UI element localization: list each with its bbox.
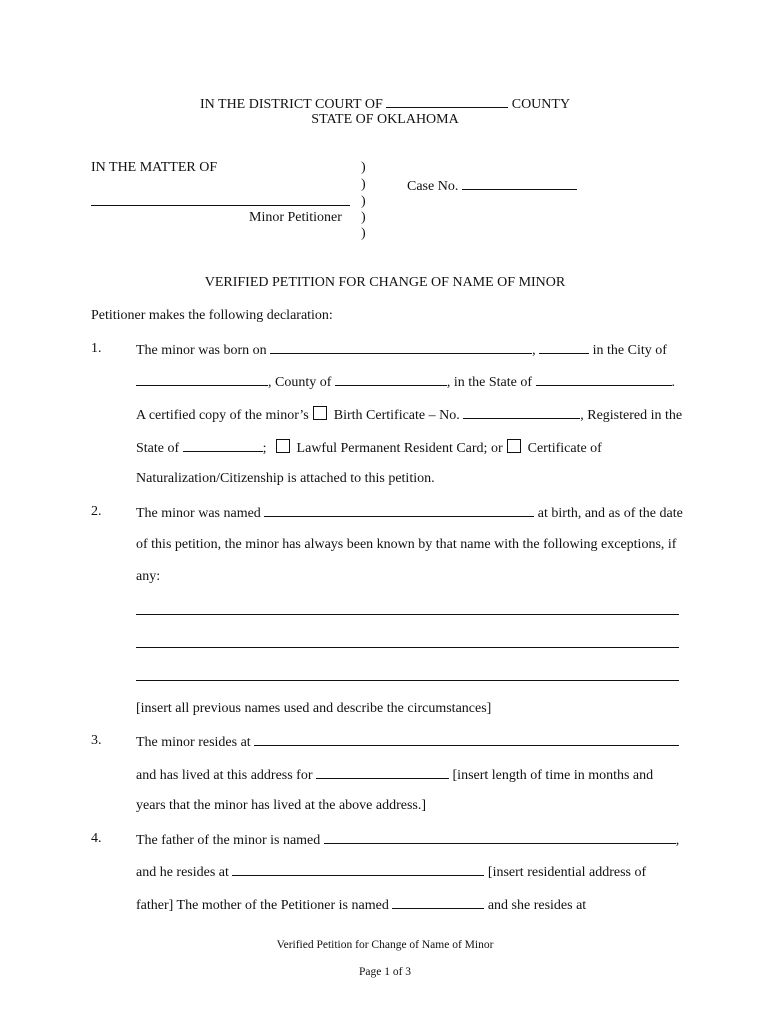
caption-paren: ) — [361, 210, 366, 225]
text: and she resides at — [487, 898, 587, 913]
birth-year-blank[interactable] — [539, 340, 589, 354]
text: in the City of — [592, 343, 667, 358]
caption-paren: ) — [361, 160, 366, 175]
text: Certificate of — [527, 441, 602, 456]
para2-line3: any: — [136, 569, 161, 584]
text: Birth Certificate – No. — [333, 408, 460, 423]
text: Lawful Permanent Resident Card; or — [296, 441, 503, 456]
mother-name-blank[interactable] — [392, 895, 484, 909]
minor-name-blank[interactable] — [91, 205, 350, 206]
birth-county-blank[interactable] — [335, 372, 447, 386]
para1-number: 1. — [91, 341, 102, 356]
state-heading: STATE OF OKLAHOMA — [311, 112, 459, 127]
text: . — [671, 375, 676, 390]
father-address-blank[interactable] — [232, 862, 484, 876]
county-blank[interactable] — [386, 94, 508, 108]
text: and he resides at — [136, 865, 229, 880]
text: father] The mother of the Petitioner is named — [136, 898, 389, 913]
text: , in the State of — [446, 375, 533, 390]
case-number-blank[interactable] — [462, 176, 577, 190]
text: , — [675, 833, 680, 848]
para2-instruction: [insert all previous names used and describe the circumstances] — [136, 701, 492, 716]
residence-duration-blank[interactable] — [316, 765, 449, 779]
intro-text: Petitioner makes the following declaration: — [91, 308, 333, 323]
exceptions-line-3[interactable] — [136, 680, 679, 681]
naturalization-checkbox[interactable] — [507, 439, 521, 453]
caption-paren: ) — [361, 194, 366, 209]
matter-label: IN THE MATTER OF — [91, 160, 218, 175]
exceptions-line-1[interactable] — [136, 614, 679, 615]
para2-number: 2. — [91, 504, 102, 519]
text: The minor was born on — [136, 343, 267, 358]
father-name-blank[interactable] — [324, 830, 676, 844]
birth-name-blank[interactable] — [264, 503, 534, 517]
text: State of — [136, 441, 180, 456]
para1-line2 — [136, 372, 675, 391]
case-number — [407, 176, 577, 195]
para3-number: 3. — [91, 733, 102, 748]
residence-address-blank[interactable] — [254, 732, 679, 746]
text: [insert length of time in months and — [452, 768, 654, 783]
petition-title: VERIFIED PETITION FOR CHANGE OF NAME OF MINOR — [204, 275, 566, 290]
text: , — [532, 343, 536, 358]
text: ; — [262, 441, 267, 456]
para4-line1 — [136, 830, 679, 849]
para1-line1 — [136, 340, 667, 359]
para3-line1 — [136, 732, 679, 751]
para1-line5: Naturalization/Citizenship is attached to this petition. — [136, 471, 435, 486]
text: , County of — [268, 375, 332, 390]
text: at birth, and as of the date — [537, 506, 683, 521]
birth-certificate-number-blank[interactable] — [463, 405, 580, 419]
birth-date-blank[interactable] — [270, 340, 532, 354]
para1-line4 — [136, 438, 602, 457]
para2-line2: of this petition, the minor has always been known by that name with the following exceptions, if — [136, 537, 677, 552]
minor-petitioner-label: Minor Petitioner — [249, 210, 342, 225]
court-heading-prefix: IN THE DISTRICT COURT OF — [200, 97, 383, 112]
para4-number: 4. — [91, 831, 102, 846]
text: The minor resides at — [136, 735, 251, 750]
footer-document-title: Verified Petition for Change of Name of Minor — [276, 939, 494, 951]
para3-line2 — [136, 765, 653, 784]
text: The minor was named — [136, 506, 261, 521]
birth-city-blank[interactable] — [136, 372, 268, 386]
para2-line1 — [136, 503, 683, 522]
registered-state-blank[interactable] — [183, 438, 263, 452]
text: A certified copy of the minor’s — [136, 408, 309, 423]
resident-card-checkbox[interactable] — [276, 439, 290, 453]
caption-paren: ) — [361, 226, 366, 241]
para4-line2 — [136, 862, 646, 881]
court-heading-suffix: COUNTY — [511, 97, 571, 112]
exceptions-line-2[interactable] — [136, 647, 679, 648]
footer-page-number: Page 1 of 3 — [358, 966, 412, 978]
para3-line3: years that the minor has lived at the above address.] — [136, 798, 427, 813]
text: The father of the minor is named — [136, 833, 321, 848]
text: and has lived at this address for — [136, 768, 313, 783]
para4-line3 — [136, 895, 586, 914]
caption-paren: ) — [361, 177, 366, 192]
text: [insert residential address of — [487, 865, 647, 880]
para1-line3 — [136, 405, 682, 424]
case-number-label: Case No. — [407, 179, 459, 194]
text: , Registered in the — [580, 408, 683, 423]
birth-state-blank[interactable] — [536, 372, 672, 386]
birth-certificate-checkbox[interactable] — [313, 406, 327, 420]
